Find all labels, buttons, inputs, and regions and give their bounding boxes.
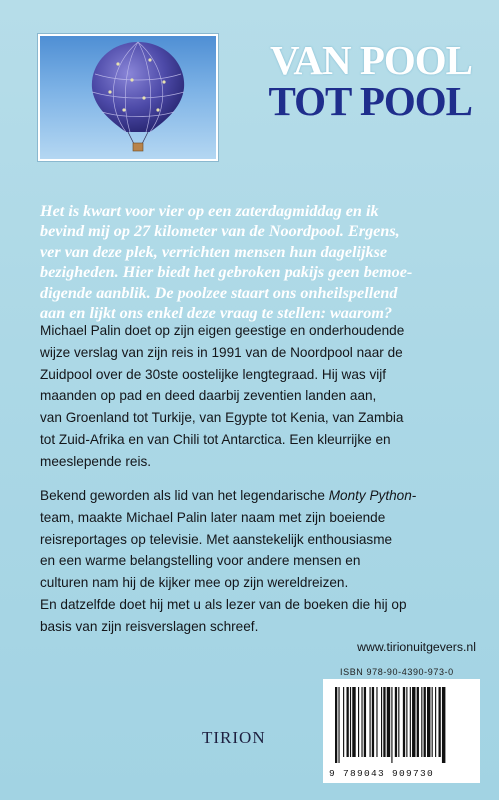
title-line-1: VAN POOL [270,37,472,83]
barcode-bar [442,687,445,763]
quote-line: digende aanblik. De poolzee staart ons onheilspellend [40,283,398,302]
barcode-bar [406,687,407,757]
barcode-digits: 9 789043 909730 [329,768,435,779]
paragraph-line: En datzelfde doet hij met u als lezer van de boeken die hij op [40,596,407,612]
barcode-bar [391,687,392,763]
barcode [323,679,480,783]
cover-photo [38,34,218,161]
hyphen-text: - [411,488,417,503]
barcode-bar [364,687,366,757]
paragraph-line: team, maakte Michael Palin later naam met zijn boeiende [40,509,386,525]
monty-python-text: Monty Python [328,488,412,503]
barcode-bar [417,687,419,757]
barcode-bar [381,687,382,757]
quote-line: ver van deze plek, verrichten mensen hun dagelijkse [40,242,388,261]
book-title [224,37,472,124]
paragraph-line: wijze verslag van zijn reis in 1991 van de Noordpool naar de [40,344,403,360]
barcode-bar [410,687,411,757]
paragraph-line: meeslepende reis. [40,453,152,469]
barcode-bar [403,687,405,757]
barcode-bar [383,687,385,757]
barcode-bar [412,687,415,757]
excerpt-quote [40,201,465,323]
barcode-bar [347,687,349,757]
barcode-bar [395,687,397,757]
barcode-bar [421,687,422,757]
barcode-icon [323,679,480,765]
barcode-bar [350,687,351,757]
paragraph-line: Michael Palin doet op zijn eigen geestige en onderhoudende [40,323,405,338]
hot-air-balloon-icon [40,36,216,159]
paragraph-line: reisreportages op televisie. Met aanstekelijk enthousiasme [40,531,393,547]
quote-line: Het is kwart voor vier op een zaterdagmiddag en ik [40,202,379,220]
publisher-name: TIRION [202,728,266,747]
barcode-bar [439,687,441,757]
barcode-bar [387,687,390,757]
barcode-bar [370,687,371,757]
barcode-bar [343,687,344,757]
isbn-number: ISBN 978-90-4390-973-0 [340,667,454,677]
barcode-bar [372,687,374,757]
publisher-website: www.tirionuitgevers.nl [357,640,476,654]
description-paragraph-1 [40,320,470,473]
paragraph-line [40,485,470,507]
barcode-bar [361,687,362,757]
quote-line: bevind mij op 27 kilometer van de Noordpool. Ergens, [40,222,400,241]
barcode-bar [424,687,426,757]
paragraph-line: van Groenland tot Turkije, van Egypte tot Kenia, van Zambia [40,410,404,426]
paragraph-text: Bekend geworden als lid van het legendarische [40,488,329,503]
barcode-bar [398,687,399,757]
quote-line: aan en lijkt ons enkel deze vraag te stellen: waarom? [40,304,393,323]
paragraph-line: en een warme belangstelling voor andere mensen en [40,553,361,569]
barcode-bar [358,687,359,757]
description-paragraph-2 [40,485,470,638]
barcode-bar [335,687,337,763]
paragraph-line: culturen nam hij de kijker mee op zijn wereldreizen. [40,575,349,591]
paragraph-line: basis van zijn reisverslagen schreef. [40,618,259,634]
barcode-bar [338,687,339,763]
paragraph-line: Zuidpool over de 30ste oostelijke lengtegraad. Hij was vijf [40,366,387,382]
barcode-bar [432,687,433,757]
quote-line: bezigheden. Hier biedt het gebroken pakijs geen bemoe- [40,263,413,282]
barcode-bar [435,687,436,757]
title-line-2: TOT POOL [268,78,472,124]
barcode-bar [427,687,430,757]
barcode-bar [376,687,377,757]
paragraph-line: tot Zuid-Afrika en van Chili tot Antarctica. Een kleurrijke en [40,431,391,447]
paragraph-line: maanden op pad en deed daarbij zeventien landen aan, [40,388,377,404]
barcode-bar [352,687,355,757]
